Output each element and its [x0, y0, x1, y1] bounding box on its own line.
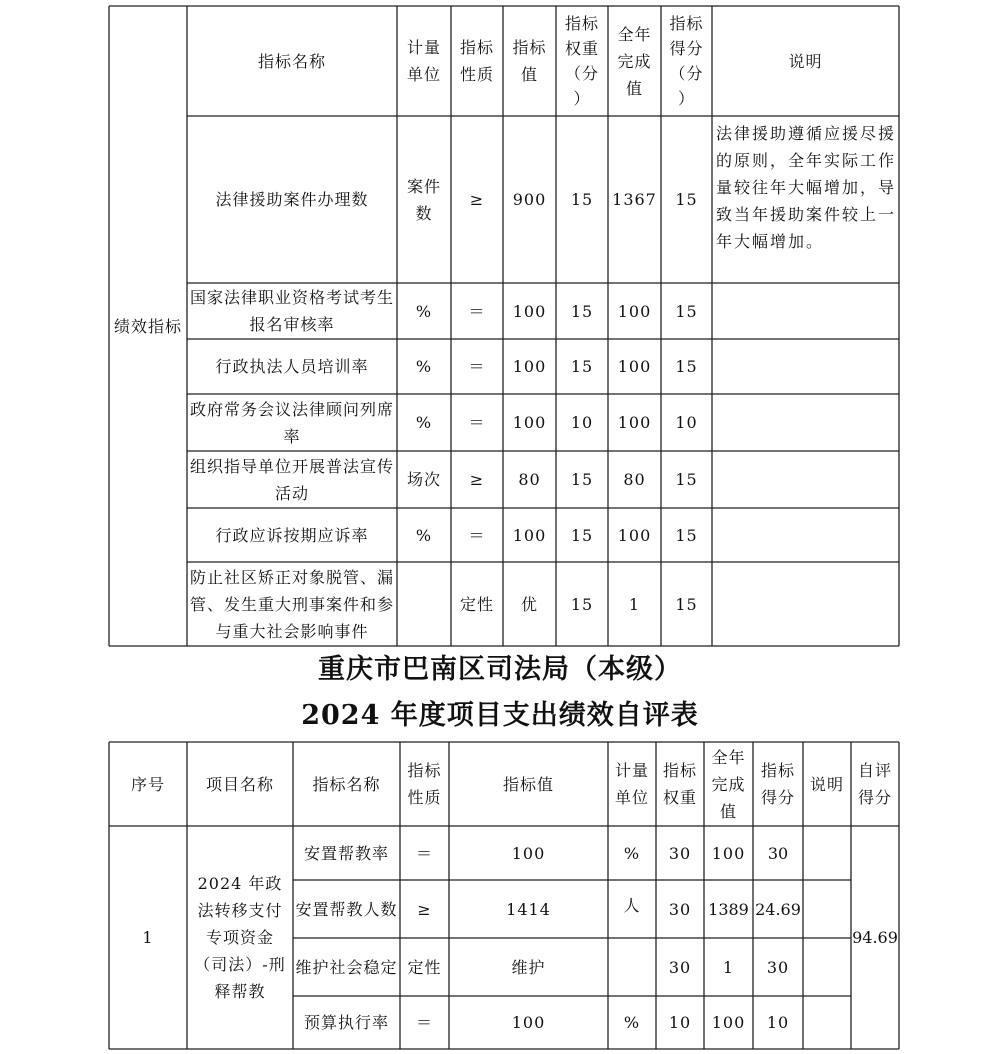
header-self-score: 自评 得分: [857, 761, 892, 807]
header-completed: 全年 完成 值: [617, 24, 652, 98]
table-row-completed: 100: [617, 525, 652, 545]
table-row-value: 100: [511, 843, 546, 863]
table-row-note: [712, 562, 899, 646]
header-weight: 指标 权重 （分 ）: [564, 14, 599, 108]
table-row-nature: 定性: [459, 594, 494, 614]
header-nature: 指标 性质: [459, 38, 494, 84]
table-row-score: 15: [675, 301, 698, 321]
table-row-unit: %: [415, 413, 433, 432]
table-row-weight: 15: [570, 525, 594, 545]
table-row-value: 80: [518, 470, 541, 489]
table-row-note: [803, 826, 851, 880]
table-row-unit: %: [415, 357, 433, 376]
project-name: 2024 年政法转移支付专项资金（司法）-刑释帮教: [194, 874, 286, 1001]
table-row-nature: ≥: [469, 190, 485, 209]
table-row-weight: 15: [570, 301, 594, 321]
table-row-completed: 1: [628, 594, 641, 614]
table-row-note: [712, 508, 899, 562]
table-row-nature: ≥: [417, 899, 432, 919]
table-row-name: 行政执法人员培训率: [215, 357, 369, 376]
table-row-completed: 1389: [708, 899, 749, 919]
table-row-weight: 15: [570, 470, 594, 489]
table-row-indicator: 安置帮教人数: [295, 899, 398, 919]
table-row-unit: %: [415, 525, 433, 545]
table-row-name: 组织指导单位开展普法宣传活动: [189, 456, 394, 503]
table-row-score: 10: [766, 1013, 790, 1032]
table-row-value: 1414: [506, 899, 551, 919]
table-row-completed: 100: [711, 843, 746, 863]
table-row-unit: 人: [623, 896, 641, 915]
table-row-score: 15: [675, 357, 698, 376]
table-row-value: 优: [520, 594, 538, 614]
table-row-score: 15: [675, 525, 698, 545]
table-row-note: 法律援助遵循应援尽援的原则，全年实际工作量较往年大幅增加，导致当年援助案件较上一年大幅增加。: [716, 124, 897, 251]
table-row-completed: 80: [623, 470, 646, 489]
table-row-weight: 10: [570, 413, 594, 432]
table-row-completed: 100: [617, 301, 652, 321]
table-row-weight: 30: [668, 957, 692, 977]
table-row-note: [712, 394, 899, 451]
table-row-nature: ＝: [415, 1013, 433, 1032]
table-row-unit: [608, 938, 656, 996]
table-row-note: [803, 938, 851, 996]
header-weight: 指标 权重: [662, 761, 697, 807]
table-row-indicator: 维护社会稳定: [295, 957, 398, 977]
header-seq: 序号: [130, 774, 165, 794]
table-row-note: [803, 880, 851, 938]
header-score: 指标 得分 （分 ）: [669, 14, 704, 108]
header-indicator-name: 指标名称: [312, 774, 381, 794]
table-row-score: 30: [767, 843, 789, 863]
table-row-unit: %: [415, 301, 433, 321]
header-unit: 计量 单位: [406, 38, 441, 84]
table-row-unit: 场次: [406, 470, 441, 489]
header-completed: 全年 完成 值: [711, 747, 746, 821]
table-row-completed: 100: [617, 357, 652, 376]
table-row-score: 15: [675, 470, 698, 489]
table-row-value: 100: [512, 301, 547, 321]
table-row-nature: 定性: [407, 957, 442, 977]
table-row-unit: %: [623, 843, 641, 863]
table-row-value: 900: [512, 190, 547, 209]
table-row-nature: ＝: [468, 301, 486, 321]
header-value: 指标 值: [512, 38, 547, 84]
table-row-weight: 30: [668, 899, 692, 919]
page-subtitle: 2024 年度项目支出绩效自评表: [301, 700, 699, 731]
table-row-weight: 30: [668, 843, 692, 863]
table-row-note: [712, 339, 899, 394]
table-row-unit: 案件 数: [406, 176, 441, 223]
table-row-nature: ＝: [415, 843, 433, 863]
table-row-note: [803, 996, 851, 1049]
project-seq: 1: [142, 928, 154, 947]
table-row-name: 防止社区矫正对象脱管、漏管、发生重大刑事案件和参与重大社会影响事件: [189, 567, 394, 641]
table-row-weight: 10: [668, 1013, 692, 1032]
section-label: 绩效指标: [113, 316, 182, 336]
table-row-completed: 100: [711, 1013, 746, 1032]
table-row-weight: 15: [570, 357, 594, 376]
table-row-completed: 100: [617, 413, 652, 432]
table-row-name: 行政应诉按期应诉率: [215, 525, 369, 545]
header-note: 说明: [788, 51, 823, 71]
table-row-score: 24.69: [755, 899, 801, 919]
table-row-score: 30: [766, 957, 790, 977]
project-self-score: 94.69: [852, 928, 898, 947]
table-row-name: 法律援助案件办理数: [215, 190, 369, 209]
table-row-completed: 1367: [612, 190, 657, 209]
header-project-name: 项目名称: [205, 774, 274, 794]
table-row-note: [712, 283, 899, 339]
table-row-name: 政府常务会议法律顾问列席率: [189, 399, 394, 446]
table-row-score: 10: [675, 413, 698, 432]
table-row-note: [712, 451, 899, 508]
table-row-nature: ＝: [468, 357, 486, 376]
table-row-weight: 15: [570, 594, 594, 614]
table-row-unit: [397, 562, 451, 646]
table-row-value: 100: [511, 1013, 546, 1032]
table-row-name: 国家法律职业资格考试考生报名审核率: [189, 288, 394, 334]
table-row-value: 维护: [511, 957, 546, 977]
table-row-nature: ＝: [468, 413, 486, 432]
table-row-score: 15: [675, 594, 698, 614]
table-row-value: 100: [512, 357, 547, 376]
table-row-nature: ＝: [468, 525, 486, 545]
table-row-indicator: 预算执行率: [303, 1013, 389, 1032]
header-value: 指标值: [502, 774, 554, 794]
header-unit: 计量 单位: [614, 761, 649, 807]
header-score: 指标 得分: [760, 761, 795, 807]
table-row-value: 100: [512, 525, 547, 545]
table-row-weight: 15: [570, 190, 594, 209]
table-row-score: 15: [675, 190, 698, 209]
page-title: 重庆市巴南区司法局（本级）: [318, 654, 682, 685]
table-row-indicator: 安置帮教率: [303, 843, 389, 863]
header-note: 说明: [809, 774, 844, 794]
header-nature: 指标 性质: [407, 761, 442, 807]
table-row-completed: 1: [722, 957, 735, 977]
header-indicator-name: 指标名称: [257, 51, 326, 71]
table-row-unit: %: [623, 1013, 641, 1032]
table-row-value: 100: [512, 413, 547, 432]
table-row-nature: ≥: [469, 470, 485, 489]
